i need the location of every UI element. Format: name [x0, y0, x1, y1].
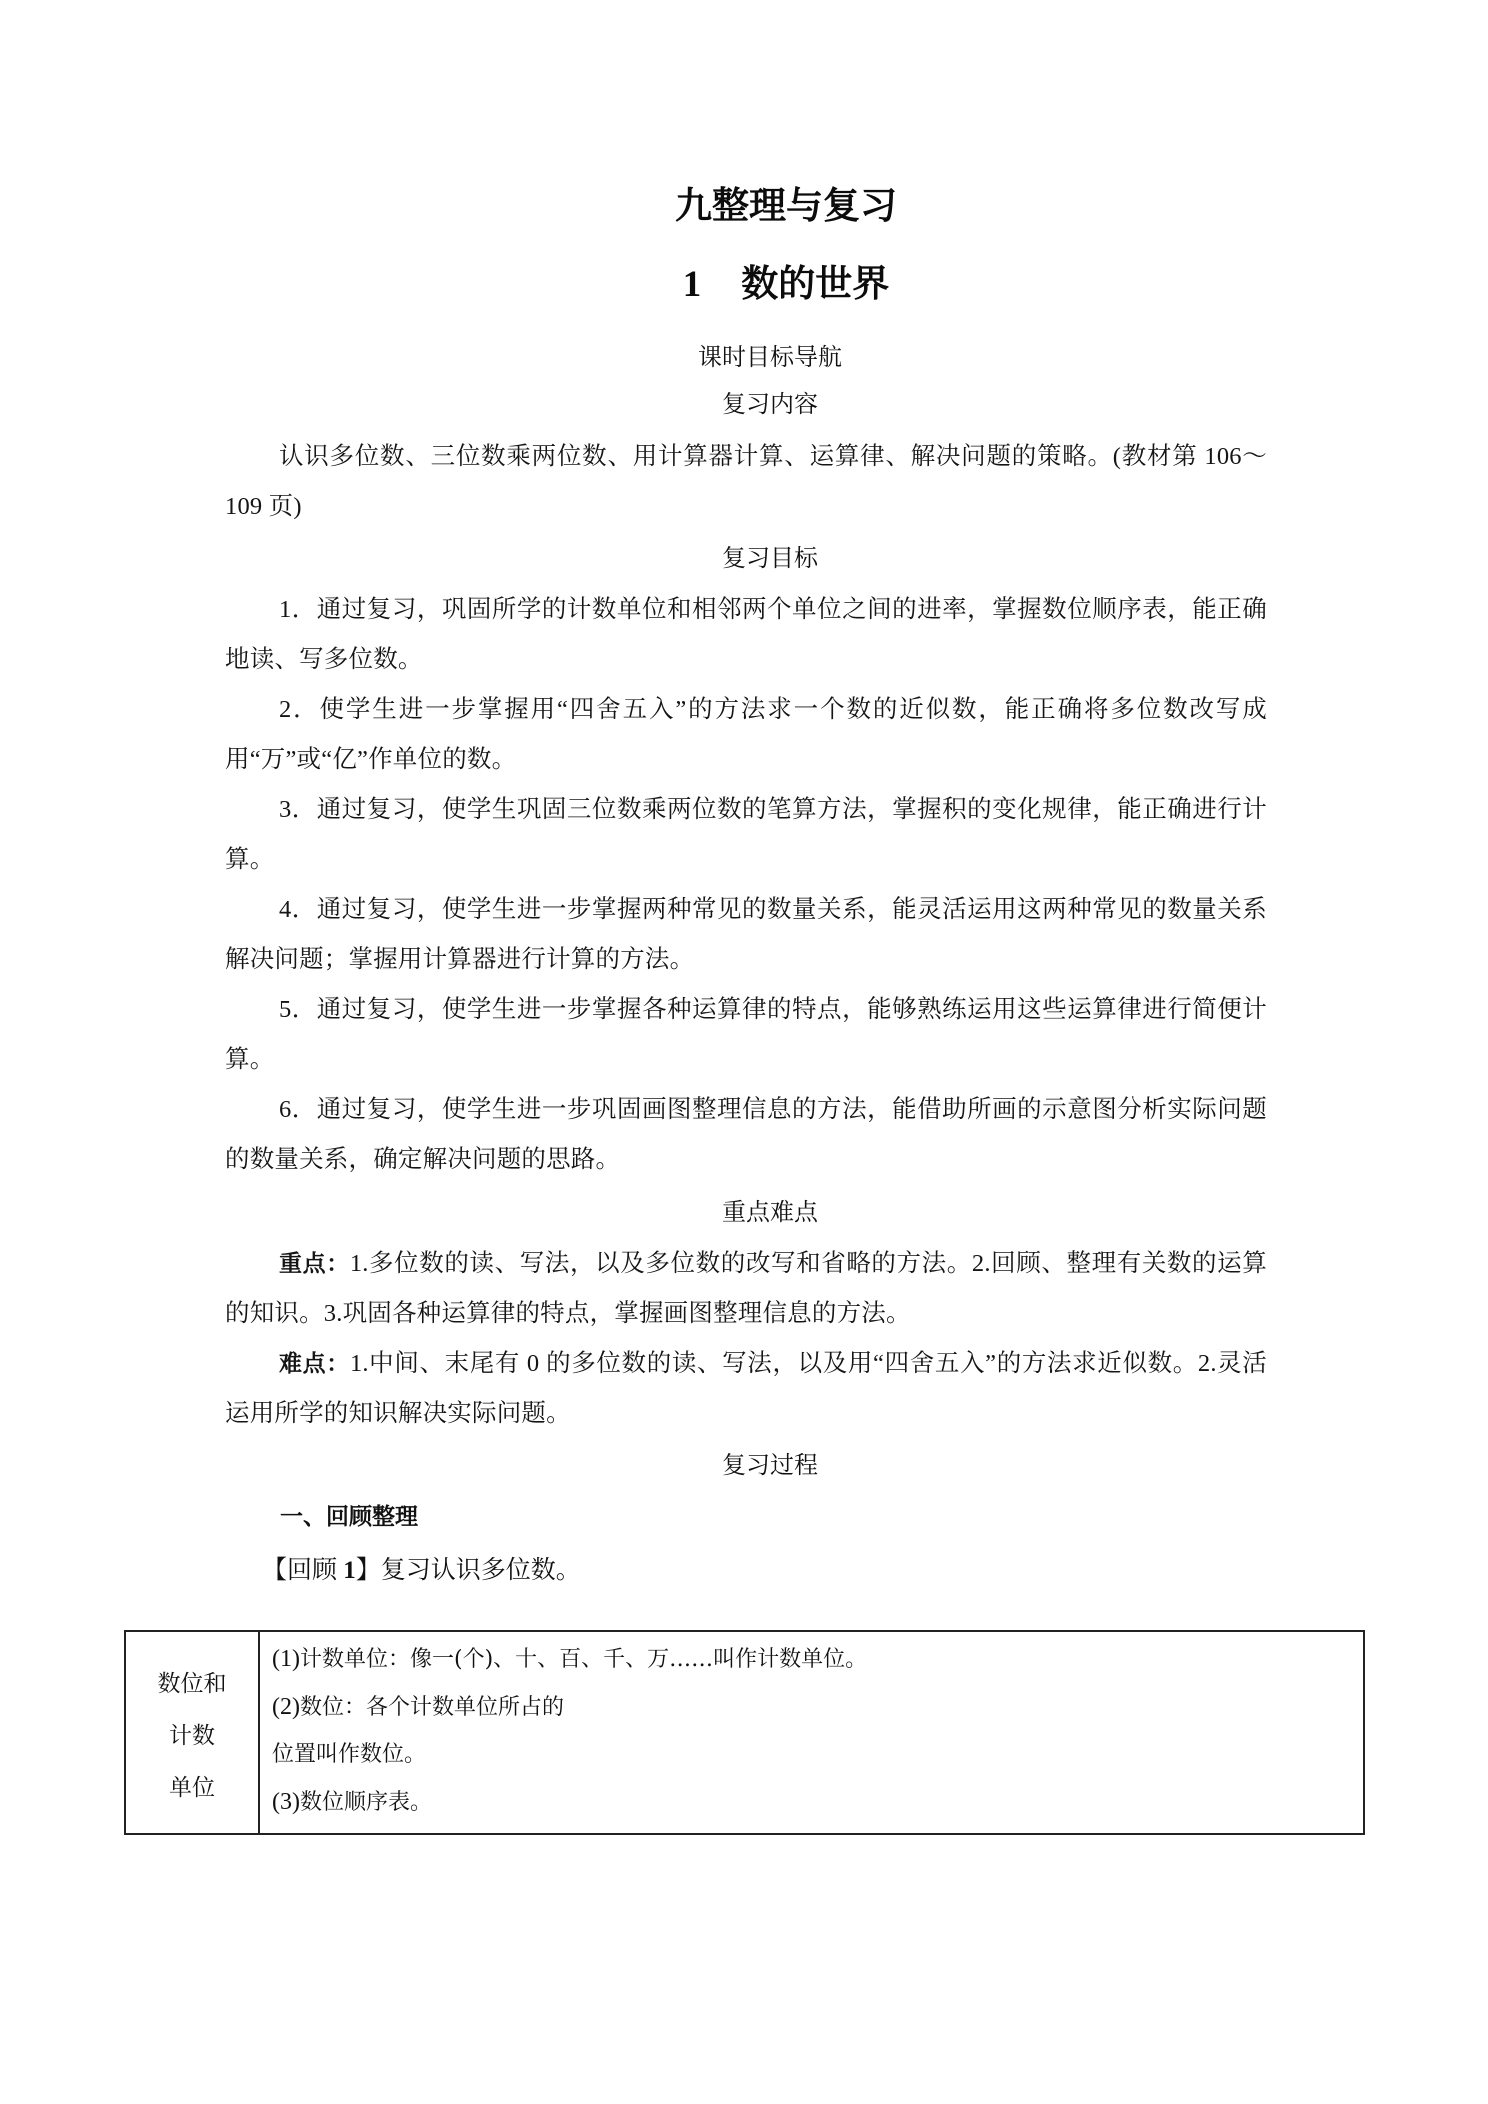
review-1-line	[262, 1556, 581, 1586]
item-prefix: (3)	[272, 1788, 300, 1815]
lesson-title	[0, 262, 1488, 307]
lesson-name: 数的世界	[741, 262, 890, 305]
review-1-number: 1	[343, 1557, 356, 1584]
table-content-line	[272, 1684, 1363, 1732]
item-prefix: (1)	[272, 1646, 300, 1672]
difficult-point-label: 难点：	[279, 1351, 350, 1377]
key-points-heading: 重点难点	[722, 1198, 818, 1226]
difficult-point-text: 1.中间、末尾有 0 的多位数的读、写法，以及用“四舍五入”的方法求近似数。2.灵活运用所学的知识解决实际问题。	[225, 1350, 1267, 1427]
key-point-text: 1.多位数的读、写法，以及多位数的改写和省略的方法。2.回顾、整理有关数的运算的知识。3.巩固各种运算律的特点，掌握画图整理信息的方法。	[225, 1250, 1267, 1327]
nav-heading: 课时目标导航	[698, 343, 842, 371]
key-point-label: 重点：	[279, 1251, 350, 1277]
table-label-cell	[126, 1632, 260, 1833]
table-label-line: 计数	[169, 1722, 215, 1749]
review-content-text: 认识多位数、三位数乘两位数、用计算器计算、运算律、解决问题的策略。(教材第 106～109 页)	[225, 443, 1267, 520]
difficult-point-paragraph	[225, 1339, 1267, 1439]
item-text: 数位顺序表。	[299, 1789, 432, 1815]
review-1-open: 【回顾	[262, 1557, 344, 1584]
lesson-number: 1	[682, 264, 702, 305]
review-goal-3: 3．通过复习，使学生巩固三位数乘两位数的笔算方法，掌握积的变化规律，能正确进行计算。	[225, 796, 1267, 873]
review-1-text: 复习认识多位数。	[380, 1557, 581, 1584]
section-1-heading: 一、回顾整理	[280, 1504, 418, 1530]
item-text: 计数单位：像一(个)、十、百、千、万……叫作计数单位。	[299, 1647, 868, 1672]
review-1-close: 】	[355, 1557, 381, 1584]
review-content-heading: 复习内容	[722, 390, 818, 418]
table-content-line	[272, 1779, 1363, 1827]
table-label-line: 数位和	[157, 1670, 227, 1697]
table-content-line	[272, 1636, 1363, 1684]
place-value-table	[124, 1630, 1365, 1835]
chapter-title: 九整理与复习	[675, 184, 897, 227]
review-process-heading: 复习过程	[722, 1451, 818, 1479]
table-label-line: 单位	[169, 1774, 215, 1801]
review-goal-5: 5．通过复习，使学生进一步掌握各种运算律的特点，能够熟练运用这些运算律进行简便计算。	[225, 996, 1267, 1073]
table-content-cell	[260, 1632, 1363, 1833]
review-goals-heading: 复习目标	[722, 544, 818, 572]
item-prefix: (2)	[272, 1693, 300, 1720]
item-text: 数位：各个计数单位所占的	[299, 1694, 564, 1720]
item-text: 位置叫作数位。	[272, 1742, 427, 1767]
table-content-line	[272, 1731, 1363, 1779]
review-goal-6: 6．通过复习，使学生进一步巩固画图整理信息的方法，能借助所画的示意图分析实际问题的数量关系，确定解决问题的思路。	[225, 1096, 1267, 1173]
key-point-paragraph	[225, 1239, 1267, 1339]
review-goal-1: 1．通过复习，巩固所学的计数单位和相邻两个单位之间的进率，掌握数位顺序表，能正确地读、写多位数。	[225, 596, 1267, 673]
review-goal-2: 2．使学生进一步掌握用“四舍五入”的方法求一个数的近似数，能正确将多位数改写成用“万”或“亿”作单位的数。	[225, 696, 1267, 773]
review-goal-4: 4．通过复习，使学生进一步掌握两种常见的数量关系，能灵活运用这两种常见的数量关系解决问题；掌握用计算器进行计算的方法。	[225, 896, 1267, 973]
